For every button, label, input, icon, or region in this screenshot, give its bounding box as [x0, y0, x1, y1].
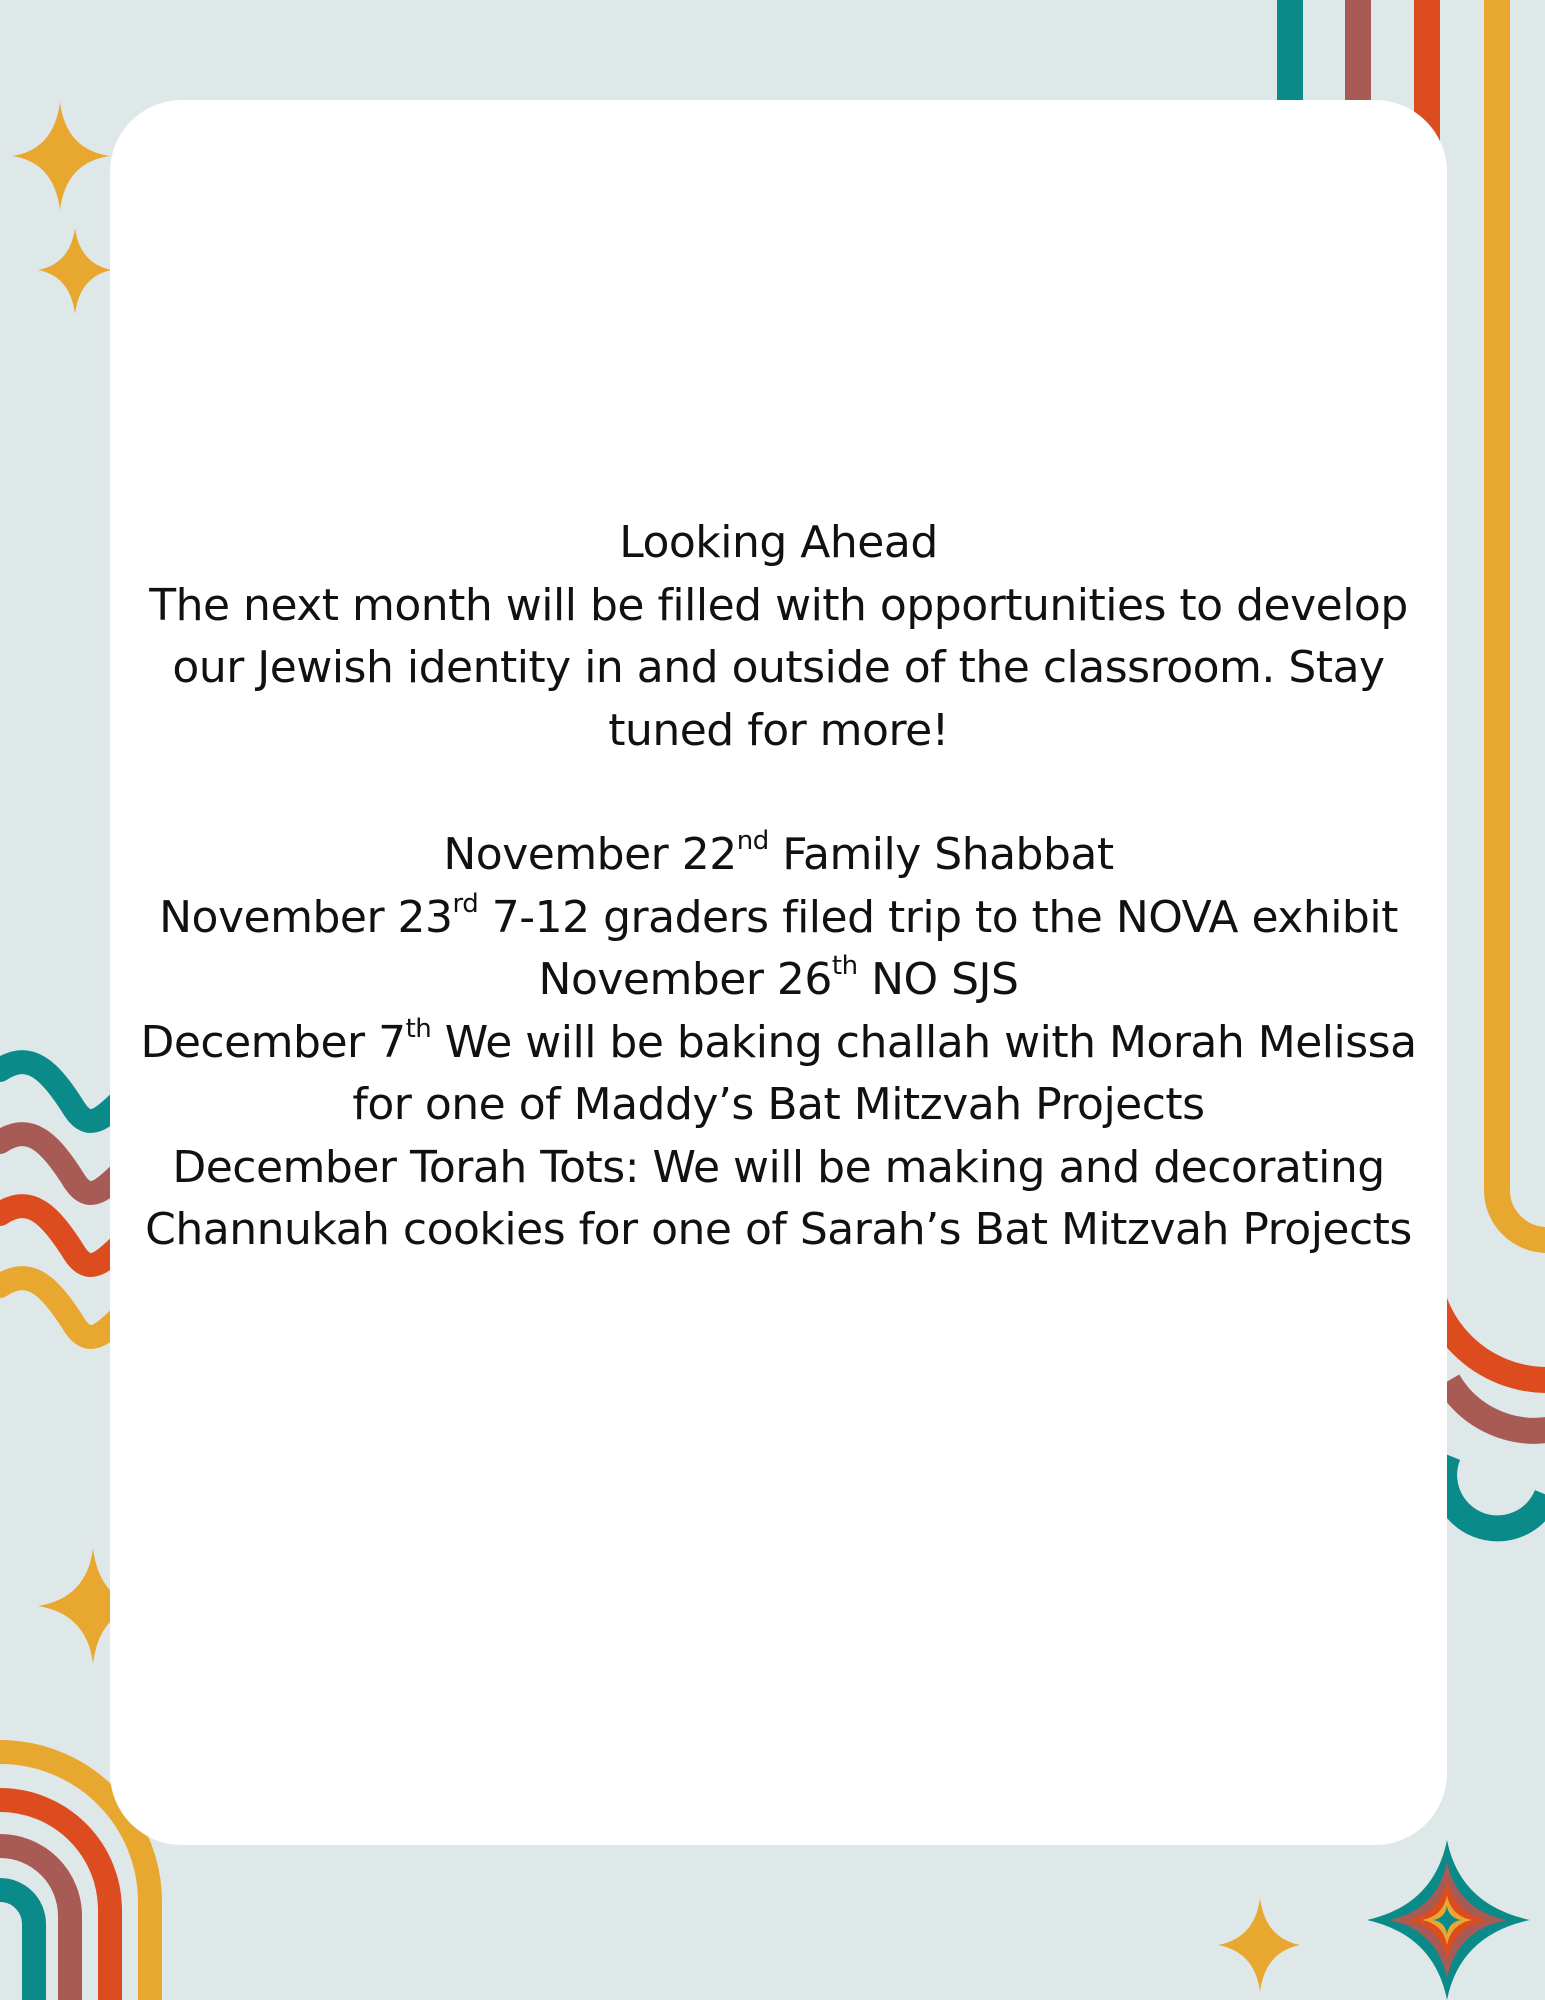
intro-paragraph: The next month will be filled with opportunities to develop our Jewish identity in and outside of the classroom. Stay tuned for more! [149, 579, 1408, 756]
section-heading: Looking Ahead [619, 517, 938, 568]
rainbow-arcs-right [1444, 1381, 1545, 1528]
event-line [110, 1199, 1447, 1262]
event-item [110, 824, 1447, 887]
four-point-star-icon [1367, 1840, 1530, 2000]
event-item [110, 1137, 1447, 1262]
date-ordinal-suffix: nd [736, 826, 769, 856]
event-text: November 22 [443, 829, 737, 880]
event-text: 7-12 graders filed trip to the NOVA exhibit [478, 891, 1398, 943]
sparkle-icon [1218, 1898, 1300, 1992]
event-line [110, 824, 1447, 887]
event-text: December 7 [140, 1016, 406, 1068]
event-text: Family Shabbat [768, 829, 1114, 880]
event-line [110, 949, 1447, 1012]
event-text: We will be baking challah with Morah Melissa [431, 1016, 1417, 1068]
event-text: December Torah Tots: We will be making and decorating [172, 1141, 1385, 1193]
newsletter-content [110, 512, 1447, 1262]
event-text: November 26 [538, 954, 832, 1005]
date-ordinal-suffix: th [405, 1013, 432, 1044]
event-line [110, 1074, 1447, 1137]
event-item [110, 887, 1447, 950]
date-ordinal-suffix: th [831, 951, 858, 981]
event-text: NO SJS [857, 954, 1019, 1005]
date-ordinal-suffix: rd [452, 888, 479, 919]
event-line [110, 887, 1447, 950]
event-text: for one of Maddy’s Bat Mitzvah Projects [352, 1079, 1205, 1130]
event-line [110, 1137, 1447, 1200]
sparkle-icon [12, 102, 110, 210]
event-item [110, 949, 1447, 1012]
event-text: Channukah cookies for one of Sarah’s Bat Mitzvah Projects [145, 1204, 1412, 1255]
events-list [110, 824, 1447, 1262]
spacer [110, 762, 1447, 824]
event-item [110, 1012, 1447, 1137]
event-text: November 23 [159, 891, 453, 943]
sparkle-icon [38, 228, 112, 314]
event-line [110, 1012, 1447, 1075]
